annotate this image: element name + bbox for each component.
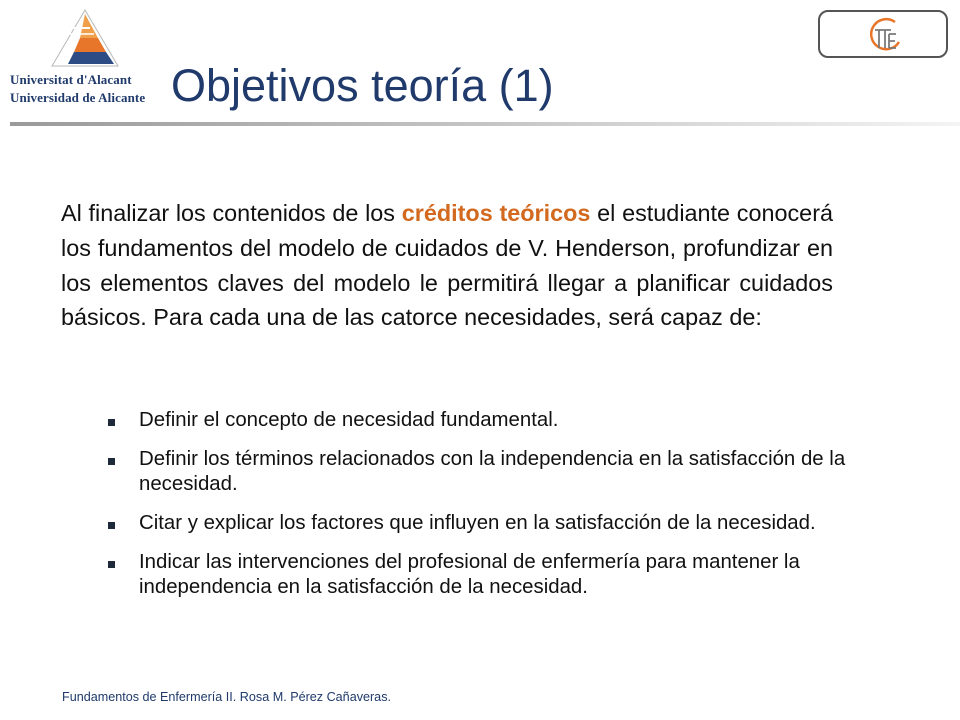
title-divider — [10, 122, 960, 126]
footer-credits: Fundamentos de Enfermería II. Rosa M. Pérez Cañaveras. — [62, 690, 391, 704]
university-name-spanish: Universidad de Alicante — [10, 90, 146, 105]
list-item-text: Definir el concepto de necesidad fundamental. — [139, 409, 559, 431]
highlight-creditos-teoricos: créditos teóricos — [401, 200, 591, 226]
list-item — [108, 408, 898, 433]
list-item — [108, 511, 898, 536]
gite-logo-box — [818, 10, 948, 58]
list-item-text: Indicar las intervenciones del profesional de enfermería para mantener la independencia en la satisfacción de la necesidad. — [139, 551, 800, 598]
page-title: Objetivos teoría (1) — [171, 60, 554, 111]
list-item-text: Definir los términos relacionados con la independencia en la satisfacción de la necesidad. — [139, 448, 846, 495]
bullet-square-icon — [108, 561, 115, 568]
intro-text-start: Al finalizar los contenidos de los — [61, 200, 402, 226]
objectives-list — [108, 408, 898, 614]
list-item — [108, 447, 898, 497]
bullet-square-icon — [108, 419, 115, 426]
list-item — [108, 550, 898, 600]
intro-text-end: el estudiante conocerá los fundamentos del modelo de cuidados de V. Henderson, profundizar en los elementos claves del modelo le permitirá llegar a planificar cuidados básicos. Para cada una de las catorce necesidades, será capaz de: — [61, 200, 833, 331]
gite-logo-icon — [865, 16, 905, 54]
bullet-square-icon — [108, 458, 115, 465]
university-name-valencian: Universitat d'Alacant — [10, 72, 132, 87]
bullet-square-icon — [108, 522, 115, 529]
intro-paragraph — [61, 196, 833, 335]
list-item-text: Citar y explicar los factores que influyen en la satisfacción de la necesidad. — [139, 512, 816, 534]
university-logo — [10, 8, 160, 112]
university-triangle-icon — [50, 8, 120, 70]
